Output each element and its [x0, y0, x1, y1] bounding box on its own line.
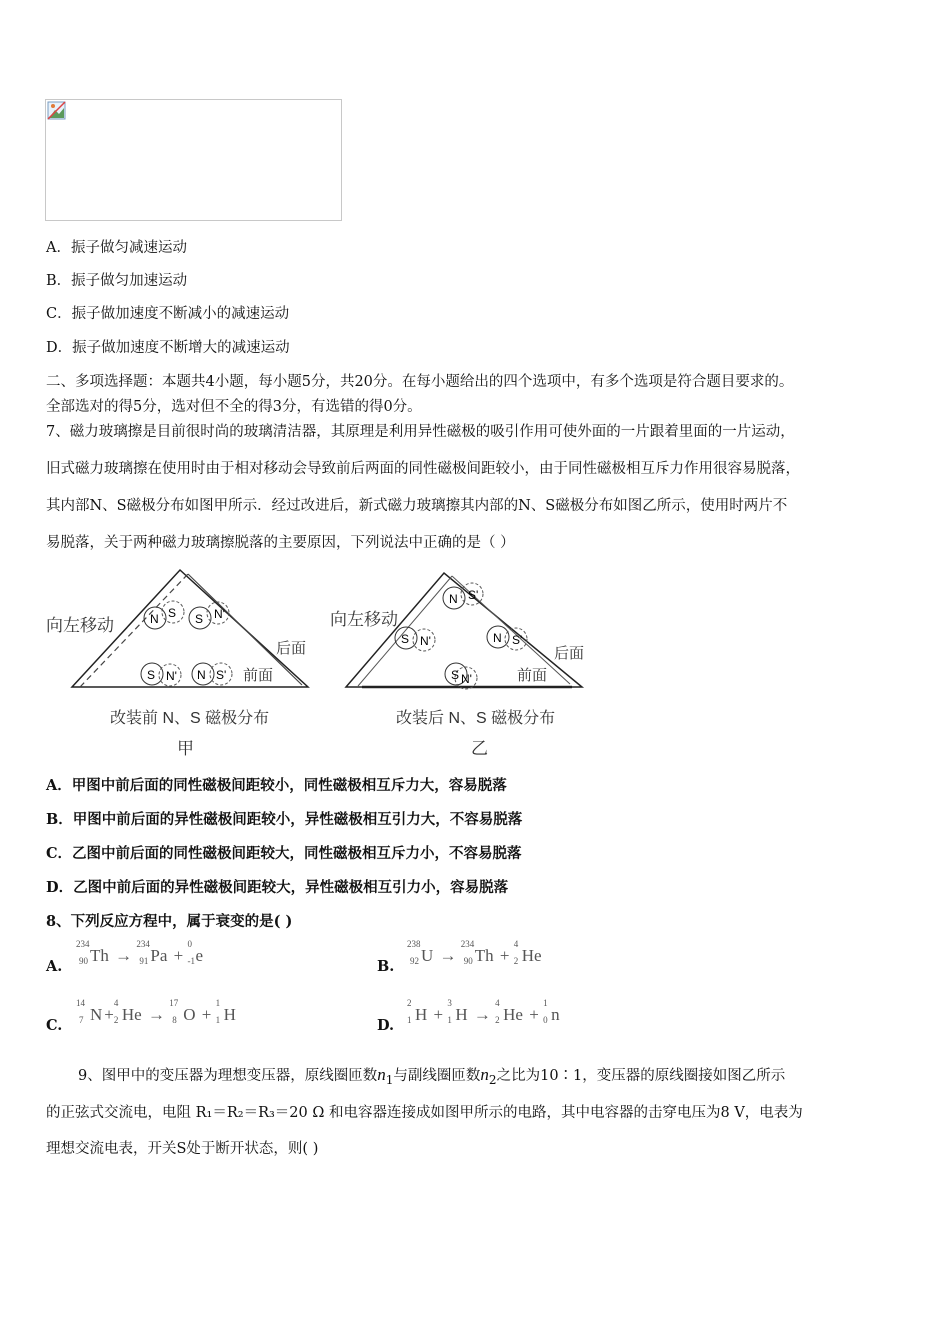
q7-option-d: D．乙图中前后面的异性磁极间距较大，异性磁极相互引力小，容易脱落	[46, 879, 509, 896]
broken-image-icon	[47, 101, 67, 121]
left-front-label: 前面	[243, 667, 274, 684]
q8-label-c: C.	[46, 1017, 63, 1034]
q9-line2: 的正弦式交流电，电阻 R₁＝R₂＝R₃＝20 Ω 和电容器连接成如图甲所示的电路，其中电容器的击穿电压为8 V，电表为	[46, 1105, 803, 1121]
q8-formula-d: 2 1 H + 3 1 H → 4 2 He + 1 0 n	[407, 998, 560, 1025]
magnet-label: N	[449, 592, 458, 606]
section-heading-line1: 二、多项选择题：本题共4小题，每小题5分，共20分。在每小题给出的四个选项中，有多个选项是符合题目要求的。	[46, 374, 794, 390]
q8-stem: 8、下列反应方程中，属于衰变的是( )	[46, 913, 293, 930]
left-move-label: 向左移动	[46, 616, 114, 635]
magnet-label: N'	[214, 607, 225, 621]
magnet-label: N	[150, 612, 159, 626]
left-back-label: 后面	[276, 640, 307, 657]
q8-label-b: B.	[377, 958, 395, 975]
magnet-label: S'	[512, 633, 523, 647]
q8-formula-a: 234 90 Th → 234 91 Pa + 0 -1 e	[76, 939, 204, 966]
magnet-label: S'	[216, 668, 227, 682]
right-sublabel: 乙	[471, 739, 488, 758]
q6-option-d: D．振子做加速度不断增大的减速运动	[46, 340, 290, 356]
magnet-diagram	[40, 560, 600, 760]
q9-line3: 理想交流电表，开关S处于断开状态，则( )	[46, 1141, 319, 1157]
magnet-label: S	[401, 632, 410, 646]
q7-line2: 旧式磁力玻璃擦在使用时由于相对移动会导致前后两面的同性磁极间距较小，由于同性磁极相互斥力作用很容易脱落，	[46, 461, 800, 477]
right-back-label: 后面	[554, 645, 585, 662]
q8-label-a: A.	[46, 958, 63, 975]
q8-formula-b: 238 92 U → 234 90 Th + 4 2 He	[407, 939, 542, 966]
magnet-label: S'	[468, 588, 479, 602]
right-caption: 改装后 N、S 磁极分布	[396, 710, 556, 727]
figure-right	[330, 573, 584, 758]
magnet-label: N'	[420, 634, 431, 648]
magnet-label: N	[493, 631, 502, 645]
magnet-label: S	[147, 668, 156, 682]
q6-option-a: A．振子做匀减速运动	[46, 240, 187, 256]
magnet-label: S	[195, 612, 204, 626]
magnet-label: N'	[166, 669, 177, 683]
left-sublabel: 甲	[177, 739, 194, 758]
q7-option-a: A．甲图中前后面的同性磁极间距较小，同性磁极相互斥力大，容易脱落	[46, 777, 507, 794]
q7-line1: 7、磁力玻璃擦是目前很时尚的玻璃清洁器，其原理是利用异性磁极的吸引作用可使外面的一片跟着里面的一片运动，	[46, 424, 795, 440]
left-caption: 改装前 N、S 磁极分布	[110, 710, 270, 727]
magnet-label: S	[168, 606, 177, 620]
right-move-label: 向左移动	[330, 610, 398, 629]
magnet-label: N'	[461, 672, 472, 686]
broken-image	[45, 99, 342, 221]
q7-line3: 其内部N、S磁极分布如图甲所示．经过改进后，新式磁力玻璃擦其内部的N、S磁极分布如图乙所示，使用时两片不	[46, 498, 788, 514]
magnet-label: S	[451, 668, 460, 682]
q8-label-d: D.	[377, 1017, 395, 1034]
figure-left	[46, 570, 308, 758]
q7-line4: 易脱落，关于两种磁力玻璃擦脱落的主要原因，下列说法中正确的是（ ）	[46, 535, 515, 551]
q7-option-c: C．乙图中前后面的同性磁极间距较大，同性磁极相互斥力小，不容易脱落	[46, 845, 522, 862]
magnet-label: N	[197, 668, 206, 682]
q7-option-b: B．甲图中前后面的异性磁极间距较小，异性磁极相互引力大，不容易脱落	[46, 811, 523, 828]
q8-formula-c: 14 7 N + 4 2 He → 17 8 O + 1 1 H	[76, 998, 236, 1025]
q6-option-b: B．振子做匀加速运动	[46, 273, 188, 289]
section-heading-line2: 全部选对的得5分，选对但不全的得3分，有选错的得0分。	[46, 399, 422, 415]
q9-line1: 9、图甲中的变压器为理想变压器，原线圈匝数$n_1$与副线圈匝数$n_2$之比为10∶1，变压器的原线圈接如图乙所示	[78, 1065, 786, 1087]
right-front-label: 前面	[517, 667, 548, 684]
q6-option-c: C．振子做加速度不断减小的减速运动	[46, 306, 290, 322]
